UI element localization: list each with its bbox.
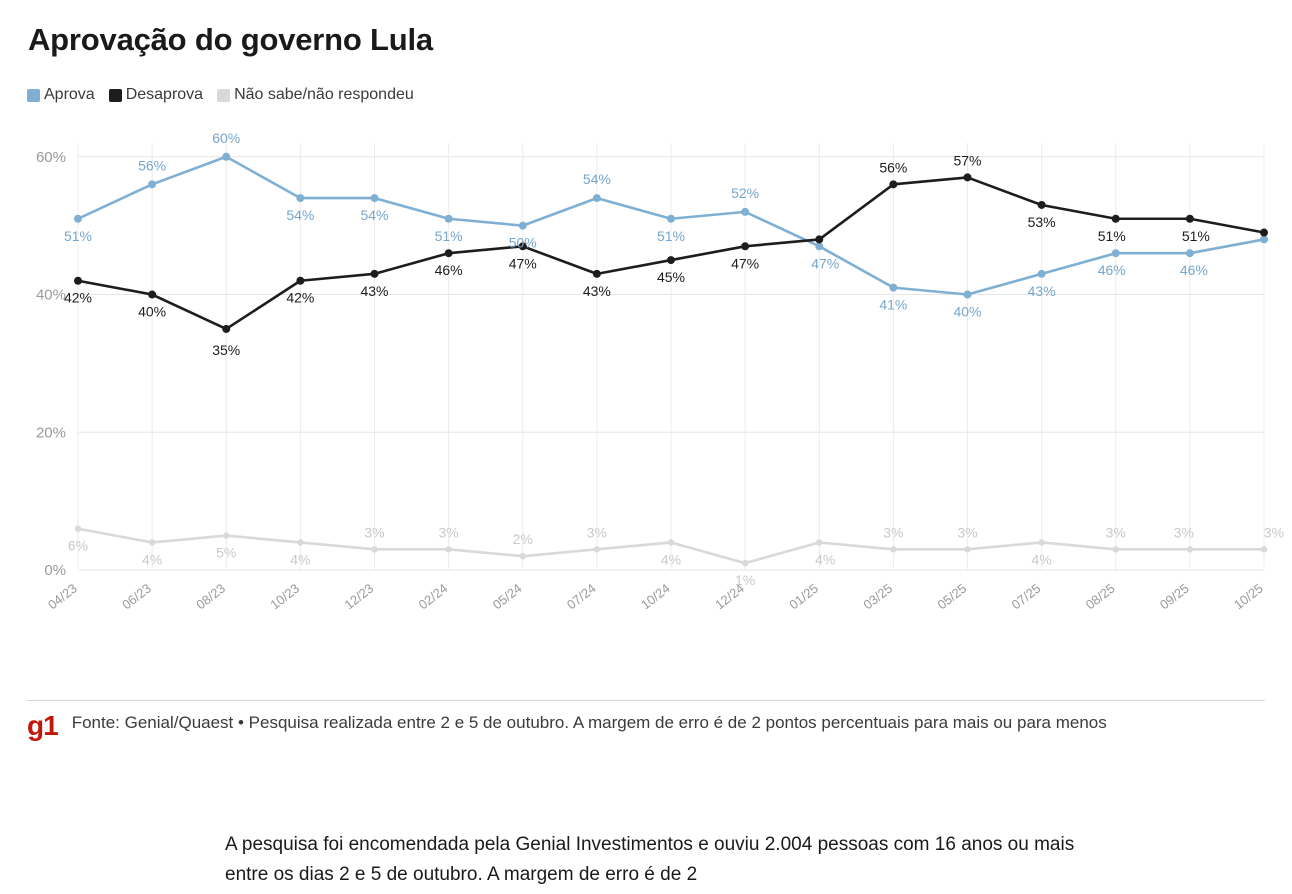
data-point bbox=[741, 242, 749, 250]
data-point-label: 51% bbox=[434, 227, 463, 244]
data-point-label: 3% bbox=[586, 524, 607, 541]
chart-legend bbox=[27, 86, 428, 104]
footer-divider bbox=[27, 700, 1265, 701]
data-point-label: 46% bbox=[434, 262, 463, 279]
data-point bbox=[296, 277, 304, 285]
legend-item-aprova bbox=[27, 86, 95, 104]
data-point bbox=[74, 215, 82, 223]
data-point-label: 4% bbox=[660, 551, 682, 568]
data-point bbox=[1187, 546, 1193, 552]
data-point-label: 45% bbox=[656, 269, 686, 286]
x-tick-label: 02/24 bbox=[415, 580, 451, 613]
x-tick-label: 03/25 bbox=[860, 580, 896, 613]
data-point-label: 43% bbox=[1027, 282, 1056, 299]
data-point bbox=[297, 539, 303, 545]
data-point-label: 4% bbox=[142, 551, 163, 568]
data-point bbox=[1038, 539, 1044, 545]
data-point-label: 3% bbox=[883, 524, 904, 541]
data-point bbox=[148, 291, 156, 299]
data-point bbox=[1186, 249, 1194, 257]
data-point bbox=[815, 242, 823, 250]
x-tick-label: 08/23 bbox=[193, 580, 229, 613]
data-point-label: 54% bbox=[360, 207, 389, 224]
data-point-label: 51% bbox=[1097, 227, 1126, 244]
data-point-label: 3% bbox=[438, 524, 459, 541]
data-point-label: 4% bbox=[1031, 551, 1052, 568]
x-tick-label: 06/23 bbox=[119, 580, 154, 613]
legend-swatch-nao-sabe bbox=[217, 89, 230, 102]
data-point bbox=[594, 546, 600, 552]
data-point-label: 47% bbox=[811, 255, 840, 272]
x-tick-label: 07/25 bbox=[1008, 580, 1044, 613]
data-point bbox=[222, 325, 230, 333]
y-tick-label: 60% bbox=[35, 148, 66, 166]
data-point-label: 54% bbox=[582, 171, 611, 188]
data-point bbox=[890, 546, 896, 552]
data-point bbox=[74, 277, 82, 285]
data-point-label: 50% bbox=[508, 234, 537, 251]
data-point bbox=[223, 532, 229, 538]
legend-label-nao-sabe: Não sabe/não respondeu bbox=[234, 86, 414, 103]
x-tick-label: 05/24 bbox=[489, 580, 525, 613]
data-point bbox=[371, 194, 379, 202]
data-point bbox=[1113, 546, 1119, 552]
data-point-label: 3% bbox=[1105, 524, 1126, 541]
data-point bbox=[296, 194, 304, 202]
data-point-label: 53% bbox=[1027, 213, 1056, 230]
data-point-label: 47% bbox=[508, 255, 537, 272]
legend-swatch-aprova bbox=[27, 89, 40, 102]
data-point-label: 51% bbox=[63, 227, 93, 244]
legend-item-desaprova bbox=[109, 86, 203, 104]
data-point bbox=[371, 546, 377, 552]
data-point-label: 51% bbox=[656, 227, 686, 244]
legend-label-aprova: Aprova bbox=[44, 86, 95, 103]
data-point-label: 35% bbox=[212, 341, 241, 358]
data-point bbox=[371, 270, 379, 278]
data-point bbox=[222, 153, 230, 161]
data-point-label: 4% bbox=[815, 551, 836, 568]
page-title: Aprovação do governo Lula bbox=[28, 22, 433, 57]
data-point bbox=[1038, 270, 1046, 278]
data-point-label: 2% bbox=[512, 531, 533, 548]
y-tick-label: 20% bbox=[35, 424, 66, 442]
x-tick-label: 12/23 bbox=[341, 580, 377, 613]
data-point-label: 56% bbox=[879, 159, 908, 176]
data-point-label: 43% bbox=[582, 282, 611, 299]
x-tick-label: 08/25 bbox=[1082, 580, 1118, 613]
data-point bbox=[889, 180, 897, 188]
source-note: Fonte: Genial/Quaest • Pesquisa realizada entre 2 e 5 de outubro. A margem de erro é de 2 pontos percentuais para mais ou para menos bbox=[71, 713, 1107, 732]
data-point bbox=[741, 208, 749, 216]
data-point bbox=[1186, 215, 1194, 223]
data-point bbox=[815, 235, 823, 243]
data-point bbox=[1260, 229, 1268, 237]
data-point-label: 3% bbox=[1263, 524, 1285, 541]
x-tick-label: 04/23 bbox=[44, 580, 80, 613]
data-point-label: 43% bbox=[360, 282, 389, 299]
data-point-label: 57% bbox=[953, 152, 982, 169]
data-point bbox=[1038, 201, 1046, 209]
chart-plot-area bbox=[0, 125, 1292, 685]
data-point bbox=[593, 270, 601, 278]
data-point-label: 42% bbox=[286, 289, 315, 306]
article-paragraph: A pesquisa foi encomendada pela Genial Investimentos e ouviu 2.004 pessoas com 16 anos ou mais entre os dias 2 e 5 de outubro. A margem de erro é de 2 bbox=[225, 834, 1075, 886]
data-point-label: 42% bbox=[63, 289, 93, 306]
data-point-label: 41% bbox=[879, 296, 908, 313]
x-tick-label: 10/23 bbox=[267, 580, 303, 613]
x-tick-label: 10/25 bbox=[1230, 580, 1266, 613]
data-point-label: 3% bbox=[957, 524, 978, 541]
g1-logo: g1 bbox=[27, 710, 58, 741]
x-tick-label: 07/24 bbox=[563, 580, 599, 613]
data-point-label: 51% bbox=[1181, 227, 1210, 244]
data-point bbox=[1112, 249, 1120, 257]
data-point bbox=[593, 194, 601, 202]
data-point-label: 6% bbox=[67, 537, 89, 554]
line-chart bbox=[0, 125, 1292, 685]
x-tick-label: 09/25 bbox=[1156, 580, 1192, 613]
data-point bbox=[964, 546, 970, 552]
data-point-label: 40% bbox=[138, 303, 167, 320]
data-point bbox=[1261, 546, 1267, 552]
legend-label-desaprova: Desaprova bbox=[125, 86, 204, 103]
data-point bbox=[667, 215, 675, 223]
data-point bbox=[816, 539, 822, 545]
data-point-label: 56% bbox=[138, 157, 167, 174]
data-point bbox=[742, 560, 748, 566]
data-point-label: 54% bbox=[286, 207, 315, 224]
data-point-label: 46% bbox=[1179, 262, 1208, 279]
x-tick-label: 05/25 bbox=[934, 580, 970, 613]
data-point-label: 47% bbox=[731, 255, 760, 272]
data-point bbox=[520, 553, 526, 559]
y-tick-label: 0% bbox=[44, 562, 66, 579]
y-tick-label: 40% bbox=[35, 286, 66, 304]
data-point bbox=[1112, 215, 1120, 223]
data-point-label: 60% bbox=[212, 129, 241, 146]
data-point bbox=[889, 284, 897, 292]
data-point bbox=[445, 546, 451, 552]
data-point-label: 4% bbox=[290, 551, 311, 568]
data-point bbox=[964, 291, 972, 299]
data-point-label: 40% bbox=[953, 303, 982, 320]
data-point-label: 52% bbox=[731, 184, 760, 201]
x-tick-label: 10/24 bbox=[637, 580, 673, 613]
data-point bbox=[149, 539, 155, 545]
x-tick-label: 12/24 bbox=[712, 580, 747, 613]
data-point bbox=[964, 173, 972, 181]
data-point bbox=[519, 222, 527, 230]
data-point bbox=[148, 180, 156, 188]
legend-item-nao-sabe bbox=[217, 86, 414, 104]
data-point bbox=[1260, 235, 1268, 243]
data-point-label: 5% bbox=[216, 544, 237, 561]
data-point bbox=[445, 215, 453, 223]
x-tick-label: 01/25 bbox=[786, 580, 822, 613]
data-point bbox=[667, 256, 675, 264]
data-point-label: 3% bbox=[364, 524, 385, 541]
data-point bbox=[75, 525, 81, 531]
data-point bbox=[445, 249, 453, 257]
data-point-label: 46% bbox=[1097, 262, 1126, 279]
chart-footer bbox=[27, 712, 1272, 740]
legend-swatch-desaprova bbox=[109, 89, 122, 102]
data-point bbox=[668, 539, 674, 545]
data-point-label: 3% bbox=[1173, 524, 1194, 541]
data-point-label: 1% bbox=[735, 572, 756, 589]
